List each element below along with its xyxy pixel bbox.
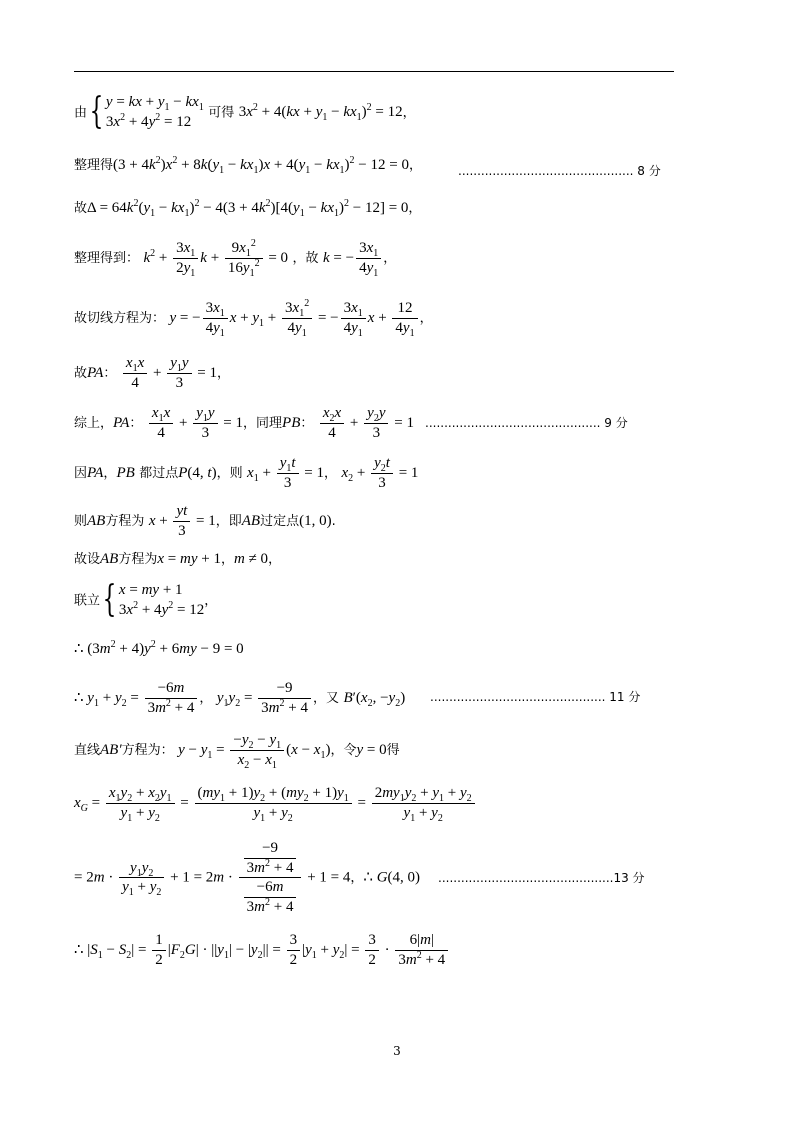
score-8: .............................................. 8 分 <box>458 164 661 178</box>
line-12: ∴ $(3m^2 + 4)y^2 + 6my - 9 = 0$ <box>74 639 244 657</box>
line-9: 则AB方程为 x + $\frac{yt}{3}$ = 1，即AB过定点(1, 0). <box>74 503 336 539</box>
line-1: 由{ y = kx + $y_1 - kx_1$ $3x^2 + 4y^2 = 12$ 可得 $3x^2 + 4(kx + y_1 - kx_1)^2 = 12$， <box>74 91 416 133</box>
score-11: .............................................. 11 分 <box>430 690 641 704</box>
line-16: = 2m · $\frac{y_1y_2}{y_1 + y_2}$ + 1 = 2m · $\frac{\frac{-9}{3m^2 + 4}}{\frac{-6m}{3m^2 + 4}}$ + 1 = 4，∴ G(4, 0) <box>74 840 421 915</box>
line-11: 联立{ x = my + 1 $3x^2 + 4y^2 = 12$ ， <box>74 579 218 621</box>
page-number: 3 <box>393 1044 401 1058</box>
score-9: .............................................. 9 分 <box>425 416 628 430</box>
line-5: 故切线方程为： y = − $\frac{3x_1}{4y_1}$ $x + y_1$ + $\frac{3x_1^2}{4y_1}$ = − $\frac{3x_1}{4y_1}$ x + $\frac{12}{4y_1}$ ， <box>74 298 433 339</box>
line-2: 整理得$(3 + 4k^2)x^2 + 8k(y_1 - kx_1)x + 4(y_1 - kx_1)^2 - 12 = 0$， <box>74 155 422 176</box>
header-rule <box>74 71 674 72</box>
line-7: 综上，PA： $\frac{x_1x}{4}$ + $\frac{y_1y}{3}$ = 1，同理PB： $\frac{x_2x}{4}$ + $\frac{y_2y}{3}$ = 1 <box>74 405 414 441</box>
line-10: 故设AB方程为x = my + 1，m ≠ 0， <box>74 551 282 567</box>
line-15: $x_G$ = $\frac{x_1y_2 + x_2y_1}{y_1 + y_2}$ = $\frac{(my_1 + 1)y_2 + (my_2 + 1)y_1}{y_1 + y_2}$ = $\frac{2my_1y_2 + y_1 + y_2}{y_1 + y_2}$ <box>74 785 477 821</box>
line-14: 直线AB′方程为： $y - y_1$ = $\frac{-y_2 - y_1}{x_2 - x_1}$ $(x - x_1)$，令y = 0得 <box>74 732 400 771</box>
score-13: ..............................................13 分 <box>438 871 645 885</box>
line-13: ∴ $y_1 + y_2$ = $\frac{-6m}{3m^2 + 4}$ ， $y_1y_2$ = $\frac{-9}{3m^2 + 4}$ ，又 $B'(x_2$, $-y_2$) <box>74 680 406 716</box>
line-8: 因PA，PB 都过点P(4, t)，则 $x_1$ + $\frac{y_1t}{3}$ = 1， $x_2$ + $\frac{y_2t}{3}$ = 1 <box>74 455 419 491</box>
line-17: ∴ $|S_1 - S_2|$ = $\frac{1}{2}$ $|F_2G| \cdot ||y_1| - |y_2||$ = $\frac{3}{2}$ $|y_1 + y_2|$ = $\frac{3}{2}$ · $\frac{6|m|}{3m^2 + 4}$ <box>74 932 450 968</box>
line-4: 整理得到： $k^2$ + $\frac{3x_1}{2y_1}$ k + $\frac{9x_1^2}{16y_1^2}$ = 0 ，故 k = − $\frac{3x_1}{4y_1}$ ， <box>74 238 397 279</box>
line-6: 故PA： $\frac{x_1x}{4}$ + $\frac{y_1y}{3}$ = 1， <box>74 355 231 391</box>
line-3: 故$\Delta = 64k^2(y_1 - kx_1)^2 - 4(3 + 4k^2)[4(y_1 - kx_1)^2 - 12] = 0$， <box>74 198 422 219</box>
